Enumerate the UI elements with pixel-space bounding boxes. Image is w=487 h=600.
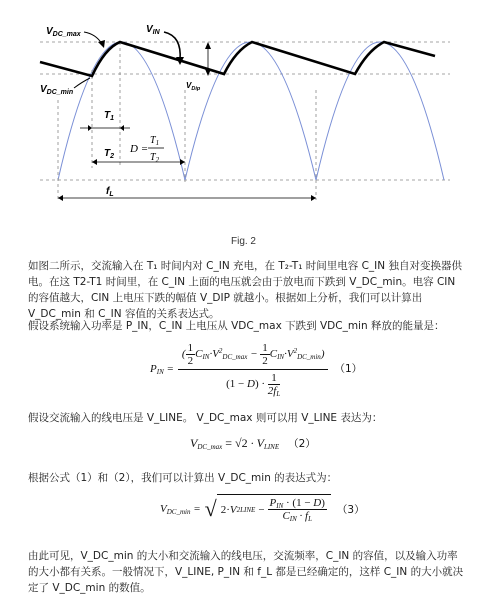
paragraph-1: 如图二所示，交流输入在 T₁ 时间内对 C_IN 充电，在 T₂-T₁ 时间里电容 C_IN 独自对变换器供电。在这 T2-T1 时间里，在 C_IN 上面的电压就会由于放电而下跌到 V_DC_min。电容 CIN 的容值越大，CIN 上电压下跌的幅值 V_DIP 就越小。根据如上分析，我们可以计算出 V_DC_min 和 C_IN 容值的关系表达式。	[28, 260, 462, 320]
t2-arrow-right-head	[180, 159, 185, 165]
waveform-figure	[0, 0, 487, 230]
vdip-arrow-bottom-head	[205, 69, 211, 76]
vdc-max-label: $V_{DC\_max}$	[46, 26, 81, 38]
t2-arrow-left-head	[92, 159, 97, 165]
equation-1-number: （1）	[334, 363, 363, 375]
figure-caption: Fig. 2	[230, 236, 256, 247]
paragraph-4: 根据公式（1）和（2），我们可以计算出 V_DC_min 的表达式为：	[28, 472, 338, 484]
paragraph-2: 假设系统输入功率是 P_IN，C_IN 上电压从 VDC_max 下跌到 VDC_min 释放的能量是：	[28, 320, 445, 332]
paragraph-3: 假设交流输入的线电压是 V_LINE。 V_DC_max 则可以用 V_LINE 表达为：	[28, 412, 383, 424]
duty-equation-numerator: $T_1$	[150, 135, 160, 147]
paragraph-5: 由此可见，V_DC_min 的大小和交流输入的线电压，交流频率，C_IN 的容值，以及输入功率的大小都有关系。一般情况下，V_LINE, P_IN 和 f_L 都是已经确定的，这样 C_IN 的大小就决定了 V_DC_min 的数值。	[28, 550, 464, 594]
rectified-sine-wave	[58, 42, 444, 180]
t1-arrow-right-head	[120, 125, 124, 131]
vdc-max-pointer-head	[98, 40, 105, 48]
duty-equation-lhs: D =	[130, 143, 149, 155]
t1-arrow-left-head	[88, 125, 92, 131]
fl-arrow-right-head	[311, 195, 316, 201]
fl-label: $f_L$	[106, 186, 114, 198]
t2-label: $T_2$	[104, 148, 115, 160]
equation-2: $V_{DC\_max} = √2 \cdot V_{LINE}$ （2）	[190, 436, 316, 451]
vdip-label: $V_{Dip}$	[186, 81, 201, 92]
equation-3: $V_{DC\_min}$ = √ 2· V 2 LINE − $\frac{P_{IN} \cdot (1 - D)}{C_{IN} \cdot f_L}$ （3）	[160, 496, 365, 523]
equation-2-number: （2）	[288, 438, 316, 450]
vin-label: $V_{IN}$	[146, 24, 160, 36]
vdc-min-pointer-arrow	[74, 78, 90, 88]
vdc-min-label: $V_{DC\_min}$	[40, 84, 74, 96]
fl-arrow-left-head	[58, 195, 63, 201]
vdip-arrow-top-head	[205, 42, 211, 49]
equation-3-number: （3）	[336, 503, 365, 516]
t1-label: $T_1$	[104, 110, 115, 122]
duty-equation-denominator: $T_2$	[150, 152, 160, 164]
equation-1: $P_{IN}$ = ( $\frac{1}{2}$ $C_{IN}\cdot V^2_{DC\_max}$ − $\frac{1}{2}$ $C_{IN}\cdot V^2_{DC\_min}$) (1 − D) · $\frac{1}{2f_L}$ （1）	[150, 342, 363, 398]
